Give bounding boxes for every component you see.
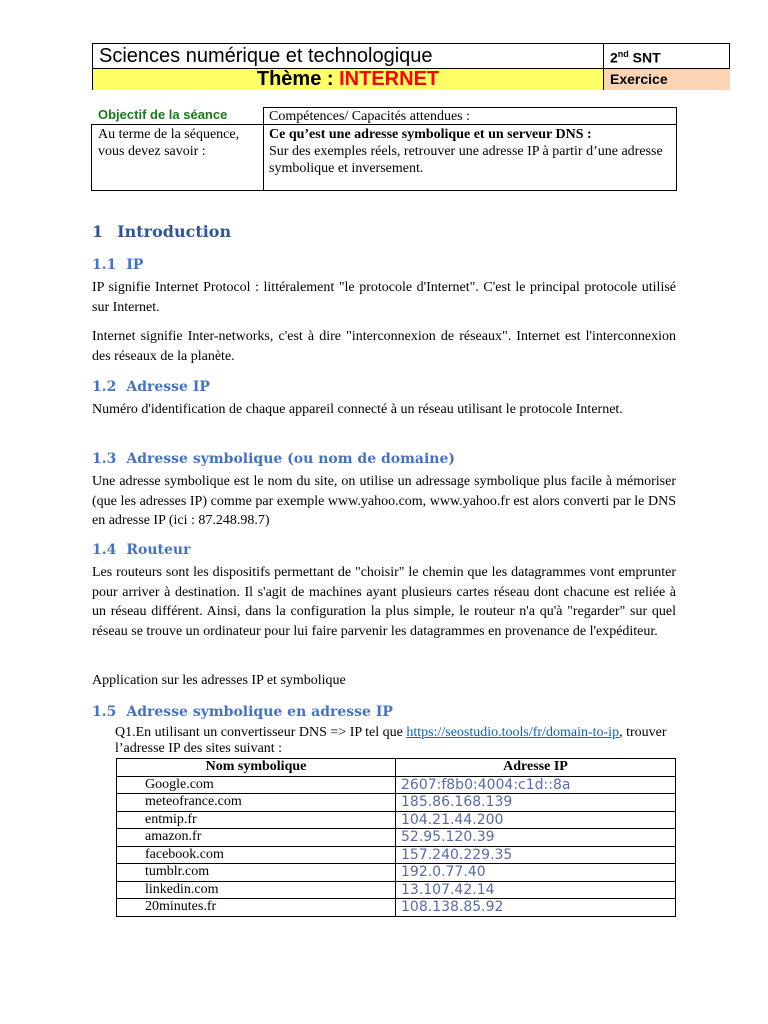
ip-address: 104.21.44.200 — [396, 811, 676, 829]
objective-right-cell — [263, 124, 677, 191]
table-row — [117, 864, 676, 882]
subsection-title: Adresse IP — [126, 379, 210, 395]
dns-converter-link[interactable]: https://seostudio.tools/fr/domain-to-ip — [406, 725, 620, 740]
table-row — [117, 811, 676, 829]
subsection-adresse-ip — [92, 379, 210, 395]
subsection-conversion — [92, 704, 393, 720]
paragraph-routeur: Les routeurs sont les dispositifs permettant de "choisir" le chemin que les datagrammes vont emprunter pour arriver à destination. Il s'agit de machines ayant plusieurs cartes réseau dont chacune est reliée à un réseau différent. Ainsi, dans la configuration la plus simple, le routeur n'a qu'à "regarder" sur quel réseau se trouve un ordinateur pour lui faire parvenir les datagrammes en provenance de l'expéditeur. — [92, 565, 676, 639]
question-suffix: , trouver l’adresse IP des sites suivant : — [115, 725, 667, 756]
table-row — [117, 899, 676, 917]
ip-address: 108.138.85.92 — [396, 899, 676, 917]
theme-name: INTERNET — [339, 68, 440, 90]
section-introduction — [92, 222, 231, 241]
subsection-title: Adresse symbolique (ou nom de domaine) — [126, 451, 456, 467]
competences-header: Compétences/ Capacités attendues : — [263, 107, 677, 125]
domain-name: meteofrance.com — [117, 794, 396, 812]
question-prefix: Q1.En utilisant un convertisseur DNS => IP tel que — [115, 725, 407, 740]
domain-name: 20minutes.fr — [117, 899, 396, 917]
subsection-num: 1.5 — [92, 704, 117, 720]
domain-name: Google.com — [117, 776, 396, 794]
ip-table — [116, 758, 676, 917]
table-row — [117, 794, 676, 812]
objective-detail: Sur des exemples réels, retrouver une adresse IP à partir d’une adresse symbolique et inversement. — [269, 144, 663, 176]
paragraph-ip-1: IP signifie Internet Protocol : littéralement "le protocole d'Internet". C'est le principal protocole utilisé sur Internet. — [92, 280, 676, 315]
objective-left-cell: Au terme de la séquence, vous devez savoir : — [91, 124, 264, 191]
paragraph-symbolique: Une adresse symbolique est le nom du site, on utilise un adressage symbolique plus facile à mémoriser (que les adresses IP) comme par exemple www.yahoo.com, www.yahoo.fr est alors converti par le DNS en adresse IP (ici : 87.248.98.7) — [92, 474, 676, 528]
ip-address: 192.0.77.40 — [396, 864, 676, 882]
paragraph-application: Application sur les adresses IP et symbolique — [92, 673, 346, 688]
domain-name: linkedin.com — [117, 881, 396, 899]
header-nom-symbolique: Nom symbolique — [117, 759, 396, 777]
table-row — [117, 776, 676, 794]
course-title: Sciences numérique et technologique — [99, 45, 433, 67]
class-sup: nd — [617, 49, 629, 59]
class-num: 2 — [610, 49, 618, 66]
objective-title: Objectif de la séance — [98, 107, 228, 122]
theme-banner — [93, 68, 603, 90]
ip-address: 2607:f8b0:4004:c1d::8a — [396, 776, 676, 794]
subsection-title: IP — [126, 257, 144, 273]
subsection-num: 1.2 — [92, 379, 117, 395]
section-title: Introduction — [117, 222, 232, 241]
subsection-title: Adresse symbolique en adresse IP — [126, 704, 393, 720]
domain-name: tumblr.com — [117, 864, 396, 882]
table-row — [117, 829, 676, 847]
class-level — [603, 44, 730, 68]
exercise-label: Exercice — [603, 68, 730, 90]
ip-address: 157.240.229.35 — [396, 846, 676, 864]
ip-address: 13.107.42.14 — [396, 881, 676, 899]
table-row — [117, 881, 676, 899]
subsection-adresse-symbolique — [92, 451, 455, 467]
subsection-num: 1.1 — [92, 257, 117, 273]
table-row — [117, 846, 676, 864]
subsection-num: 1.3 — [92, 451, 117, 467]
theme-prefix: Thème : — [256, 68, 340, 90]
paragraph-adresse-ip: Numéro d'identification de chaque appareil connecté à un réseau utilisant le protocole Internet. — [92, 402, 623, 417]
subsection-routeur — [92, 542, 190, 558]
domain-name: facebook.com — [117, 846, 396, 864]
paragraph-ip-2: Internet signifie Inter-networks, c'est à dire "interconnexion de réseaux". Internet est l'interconnexion des réseaux de la planète. — [92, 329, 676, 364]
objective-question: Ce qu’est une adresse symbolique et un serveur DNS : — [269, 127, 592, 142]
ip-address: 185.86.168.139 — [396, 794, 676, 812]
question-1 — [115, 725, 675, 757]
class-rest: SNT — [628, 49, 661, 66]
header-table — [92, 43, 730, 90]
domain-name: entmip.fr — [117, 811, 396, 829]
subsection-num: 1.4 — [92, 542, 117, 558]
table-header-row — [117, 759, 676, 777]
header-adresse-ip: Adresse IP — [396, 759, 676, 777]
ip-address: 52.95.120.39 — [396, 829, 676, 847]
domain-name: amazon.fr — [117, 829, 396, 847]
subsection-ip — [92, 257, 143, 273]
subsection-title: Routeur — [126, 542, 191, 558]
section-num: 1 — [92, 222, 104, 241]
